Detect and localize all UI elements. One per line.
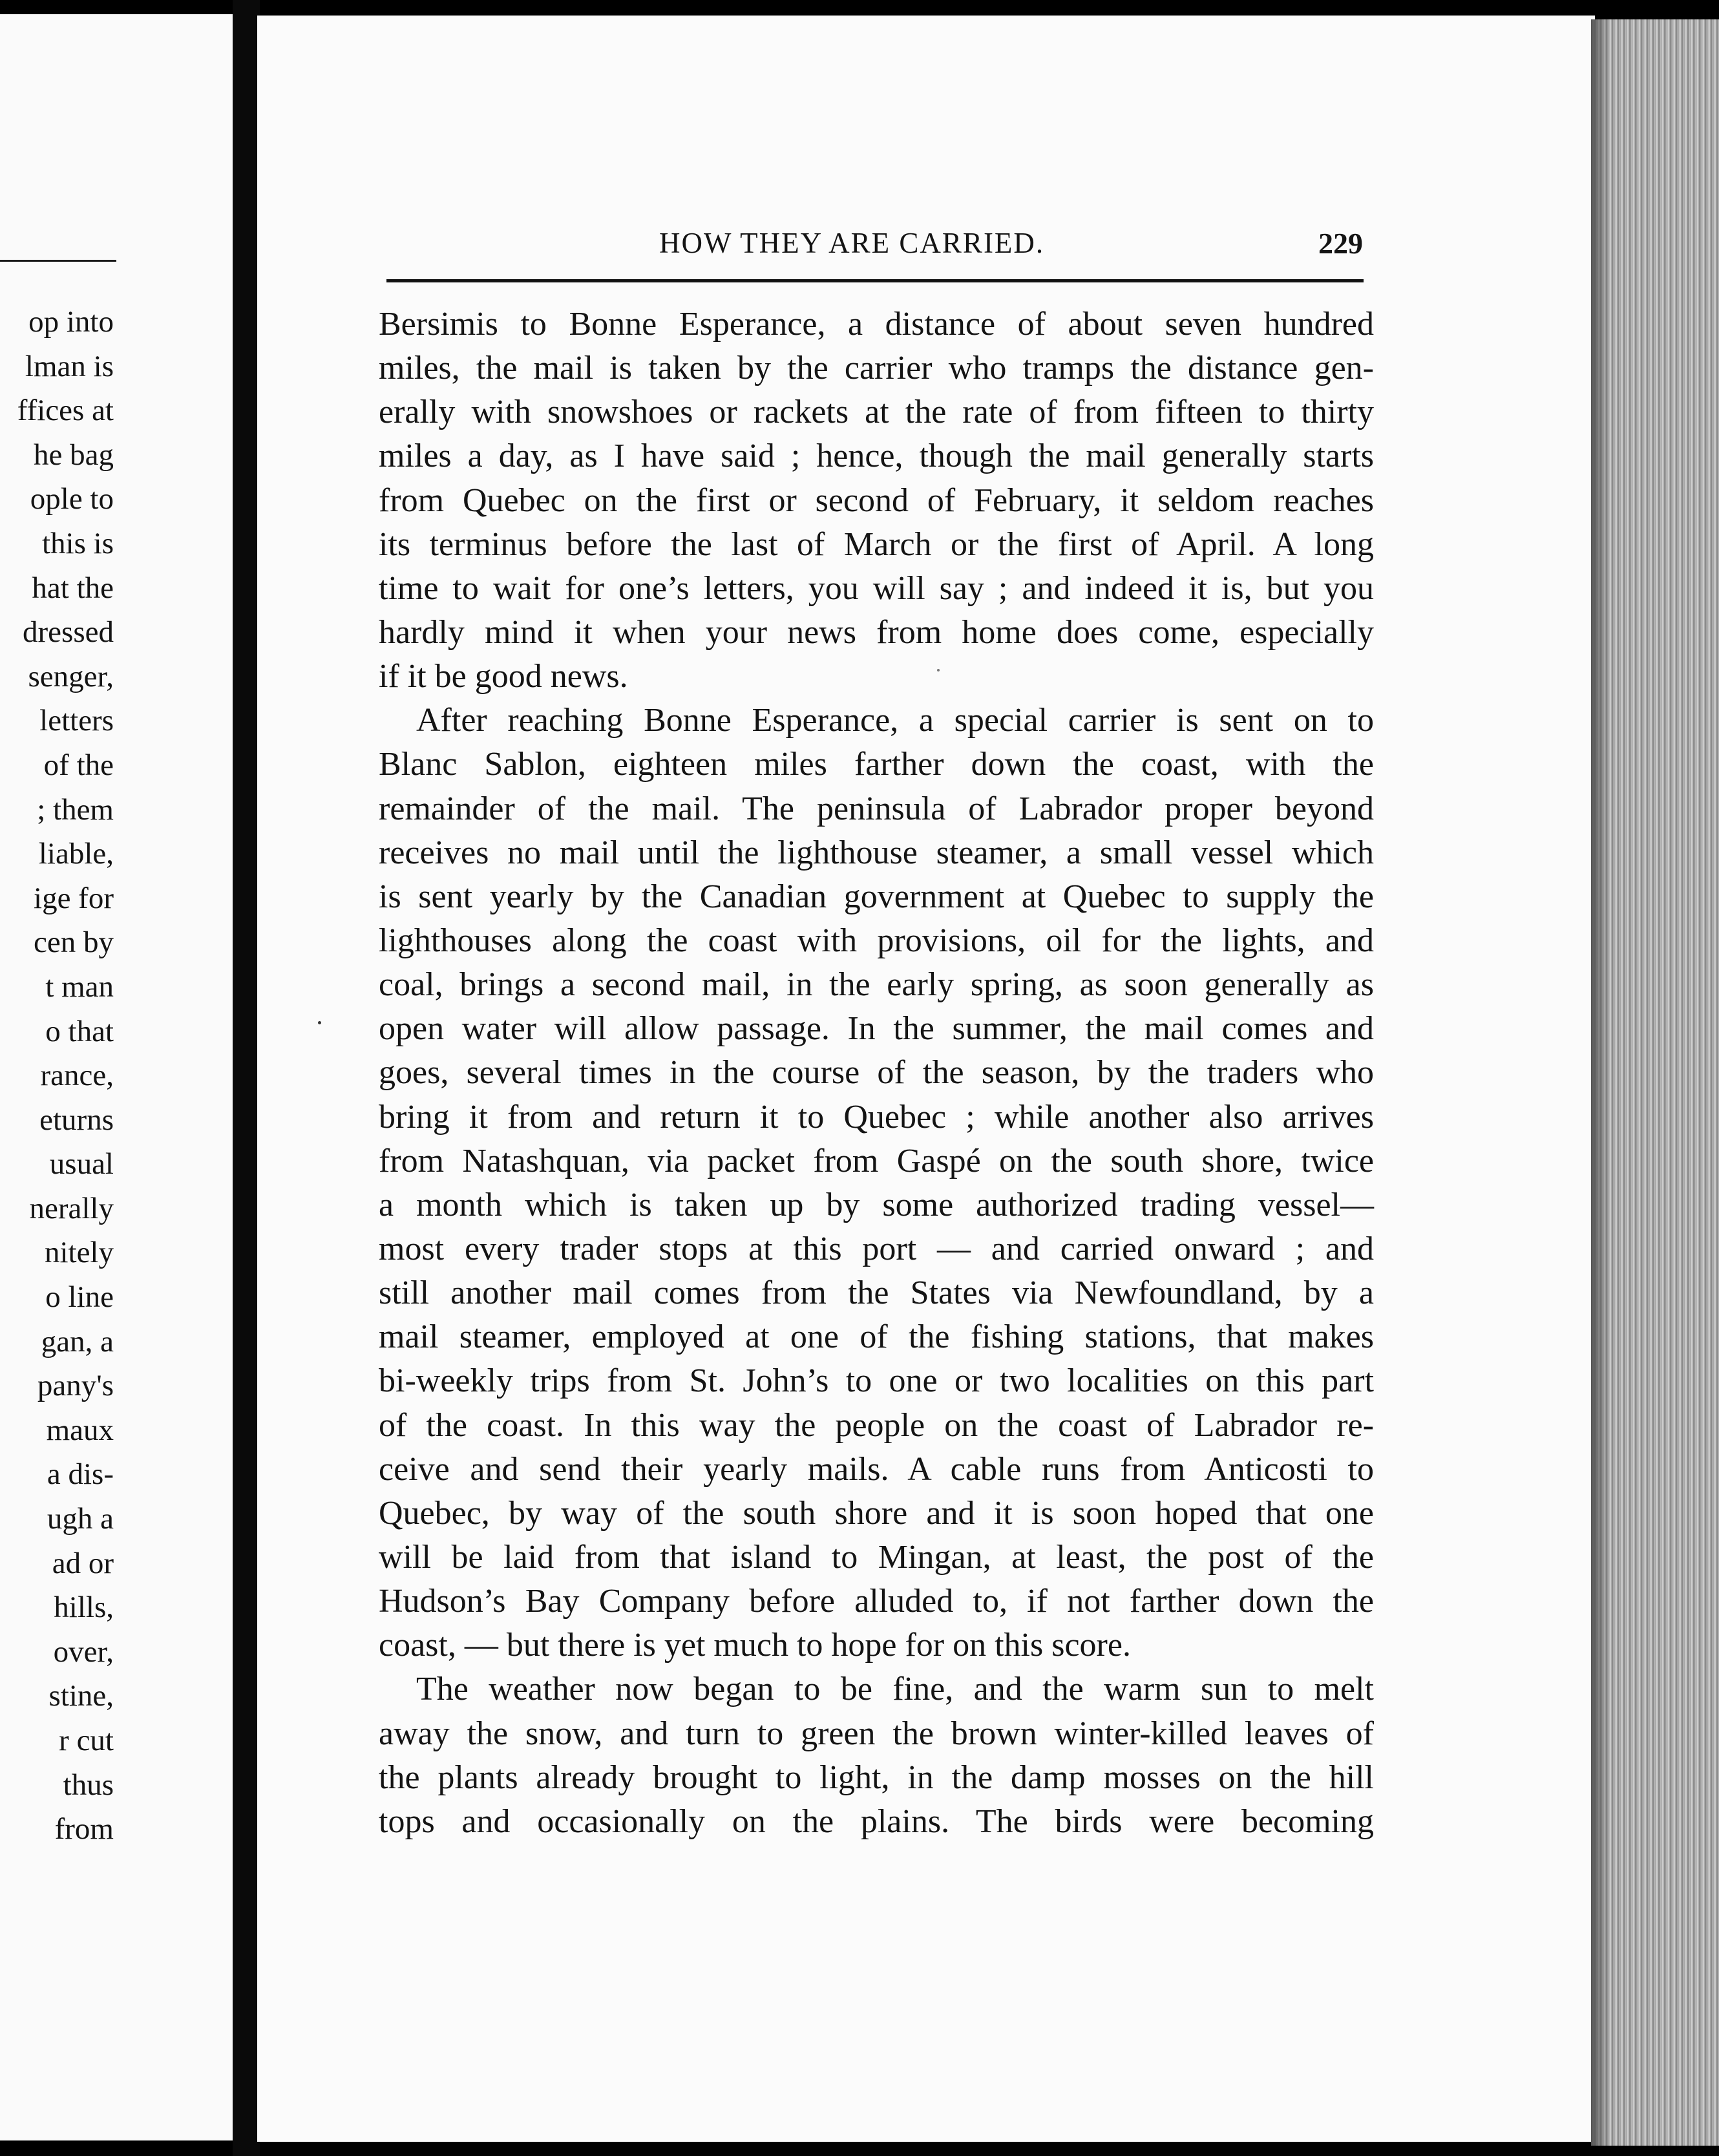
text-line: its terminus before the last of March or the first of April. A long <box>379 525 1374 563</box>
facing-line: he bag <box>34 438 114 472</box>
facing-line: rance, <box>40 1059 114 1093</box>
facing-line: o line <box>45 1280 114 1315</box>
text-line: away the snow, and turn to green the brown winter-killed leaves of <box>379 1715 1374 1752</box>
facing-line: t man <box>45 969 114 1004</box>
text-line: time to wait for one’s letters, you will say ; and indeed it is, but you <box>379 569 1374 607</box>
text-line: is sent yearly by the Canadian government at Quebec to supply the <box>379 878 1374 915</box>
text-line: lighthouses along the coast with provisions, oil for the lights, and <box>379 922 1374 959</box>
text-line: receives no mail until the lighthouse steamer, a small vessel which <box>379 834 1374 871</box>
facing-line: pany's <box>37 1369 114 1403</box>
facing-line: from <box>54 1812 114 1846</box>
header-rule <box>386 279 1364 282</box>
facing-line: liable, <box>38 837 114 871</box>
text-line: Quebec, by way of the south shore and it is soon hoped that one <box>379 1494 1374 1532</box>
facing-line: lman is <box>25 349 114 383</box>
facing-page-text <box>0 300 114 1852</box>
text-line: tops and occasionally on the plains. The birds were becoming <box>379 1802 1374 1840</box>
facing-line: nerally <box>29 1191 114 1225</box>
body-text <box>379 302 1374 1844</box>
text-line: a month which is taken up by some authorized trading vessel— <box>379 1186 1374 1223</box>
text-line: bring it from and return it to Quebec ; while another also arrives <box>379 1098 1374 1136</box>
facing-line: ople to <box>30 482 114 516</box>
facing-line: a dis- <box>47 1457 114 1492</box>
text-line: most every trader stops at this port — and carried onward ; and <box>379 1230 1374 1267</box>
facing-line: ; them <box>37 792 114 827</box>
text-line: of the coast. In this way the people on the coast of Labrador re- <box>379 1406 1374 1444</box>
text-line: open water will allow passage. In the summer, the mail comes and <box>379 1010 1374 1048</box>
facing-line: ffices at <box>17 394 114 428</box>
text-line: hardly mind it when your news from home does come, especially <box>379 613 1374 651</box>
facing-line: letters <box>39 704 114 738</box>
facing-line: o that <box>45 1014 114 1048</box>
text-line: bi-weekly trips from St. John’s to one or two localities on this part <box>379 1362 1374 1400</box>
facing-line: nitely <box>44 1236 114 1270</box>
page-edge-shadow <box>1591 19 1610 2146</box>
facing-page-header-rule <box>0 260 116 262</box>
text-line: the plants already brought to light, in the damp mosses on the hill <box>379 1759 1374 1796</box>
facing-line: usual <box>49 1147 114 1181</box>
facing-line: gan, a <box>41 1324 114 1358</box>
text-line: from Quebec on the first or second of February, it seldom reaches <box>379 481 1374 519</box>
facing-line: of the <box>43 748 114 782</box>
text-line: miles a day, as I have said ; hence, though the mail generally starts <box>379 438 1374 475</box>
facing-line: eturns <box>39 1103 114 1137</box>
text-line: After reaching Bonne Esperance, a special carrier is sent on to <box>416 702 1374 739</box>
text-line: coal, brings a second mail, in the early spring, as soon generally as <box>379 966 1374 1004</box>
text-line: if it be good news. <box>379 658 628 695</box>
text-line: The weather now began to be fine, and the warm sun to melt <box>416 1671 1374 1708</box>
facing-line: over, <box>53 1634 114 1669</box>
facing-line: thus <box>63 1768 114 1802</box>
text-line: Hudson’s Bay Company before alluded to, if not farther down the <box>379 1583 1374 1620</box>
text-line: still another mail comes from the States via Newfoundland, by a <box>379 1274 1374 1312</box>
facing-line: ad or <box>52 1546 114 1580</box>
text-line: Blanc Sablon, eighteen miles farther down the coast, with the <box>379 746 1374 783</box>
text-line: will be laid from that island to Mingan, at least, the post of the <box>379 1538 1374 1576</box>
page-number: 229 <box>1318 227 1363 260</box>
facing-line: ugh a <box>47 1502 114 1536</box>
text-line: ceive and send their yearly mails. A cable runs from Anticosti to <box>379 1450 1374 1488</box>
text-line: goes, several times in the course of the season, by the traders who <box>379 1054 1374 1092</box>
facing-page-left <box>0 14 239 2140</box>
facing-line: senger, <box>28 659 114 693</box>
scan-speck <box>318 1021 321 1024</box>
book-gutter <box>233 0 260 2156</box>
facing-line: ige for <box>34 881 114 915</box>
running-head: HOW THEY ARE CARRIED. <box>659 227 1045 259</box>
facing-line: cen by <box>34 925 114 960</box>
text-line: miles, the mail is taken by the carrier who tramps the distance gen- <box>379 350 1374 387</box>
text-line: mail steamer, employed at one of the fishing stations, that makes <box>379 1318 1374 1356</box>
facing-line: dressed <box>23 615 114 650</box>
facing-line: hat the <box>32 571 114 605</box>
facing-line: maux <box>46 1413 114 1447</box>
text-line: Bersimis to Bonne Esperance, a distance of about seven hundred <box>379 306 1374 343</box>
text-line: remainder of the mail. The peninsula of Labrador proper beyond <box>379 790 1374 827</box>
facing-line: hills, <box>54 1591 114 1625</box>
scan-speck <box>937 669 940 671</box>
text-line: coast, — but there is yet much to hope for on this score. <box>379 1627 1131 1664</box>
facing-line: op into <box>28 305 114 339</box>
facing-line: r cut <box>59 1724 114 1757</box>
facing-line: stine, <box>48 1679 114 1713</box>
facing-line: this is <box>41 526 114 560</box>
text-line: from Natashquan, via packet from Gaspé on the south shore, twice <box>379 1142 1374 1179</box>
text-line: erally with snowshoes or rackets at the rate of from fifteen to thirty <box>379 394 1374 431</box>
